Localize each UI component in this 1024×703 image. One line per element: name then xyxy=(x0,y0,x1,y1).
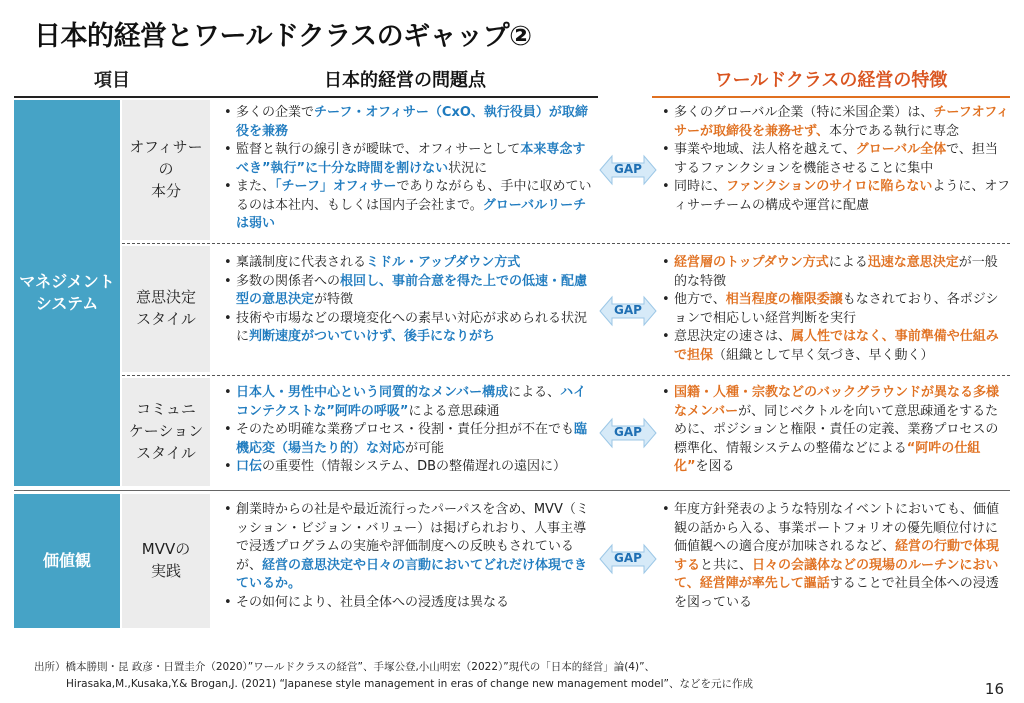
gap-arrow-officer xyxy=(598,150,658,190)
cell-mvv-japan xyxy=(222,501,598,612)
bullet-item xyxy=(660,141,1010,178)
highlight-text: 日々の会議体などの現場のルーチンにおいて、経営陣が率先して謳話 xyxy=(674,557,999,591)
cell-officer-japan xyxy=(222,104,598,234)
highlight-text: ファンクションのサイロに陥らない xyxy=(726,179,933,194)
bullet-text: が、同じベクトルを向いて意思疎通をするために、ポジションと権限・責任の定義、業務プロセスの標準化、情報システムの整備などによる xyxy=(674,403,999,456)
bullet-text: を図る xyxy=(695,459,735,474)
bullet-item xyxy=(222,458,598,477)
highlight-text: 国籍・人種・宗教などのバックグラウンドが異なる多様なメンバー xyxy=(674,385,1000,419)
highlight-text: 経営の行動で体現する xyxy=(674,539,1000,573)
source-citation: 出所）橋本勝則・昆 政彦・日置圭介（2020）”ワールドクラスの経営”、手塚公登,小山明宏（2022）”現代の「日本的経営」論(4)”、 Hirasaka,M.,Kusaka,Y.& Brogan,J. (2021) “Japanese style management in eras of change new management model”、などを元に作成 xyxy=(34,661,753,690)
bullet-text: 意思決定の速さは、 xyxy=(674,329,792,344)
bullet-text: 監督と執行の線引きが曖昧で、オフィサーとして xyxy=(236,142,521,157)
highlight-text: ハイコンテクストな”阿吽の呼吸” xyxy=(236,385,587,419)
bullet-text: が可能 xyxy=(405,440,445,456)
bullet-text: 他方で、 xyxy=(674,292,726,307)
row-divider xyxy=(122,375,1010,376)
bullet-text: の重要性（情報システム、DBの整備遅れの遠因に） xyxy=(262,459,567,474)
bullet-item xyxy=(660,178,1010,215)
bullet-item xyxy=(222,310,598,347)
bullet-text: ように、オフィサーチームの構成や運営に配慮 xyxy=(674,179,1010,213)
gap-label: GAP xyxy=(614,162,642,176)
cell-officer-world xyxy=(660,104,1010,215)
highlight-text: “阿吽の仕組化” xyxy=(674,440,981,474)
category-management-system: マネジメント システム xyxy=(14,100,120,486)
bullet-item xyxy=(222,178,598,234)
highlight-text: グローバルリーチは弱い xyxy=(236,197,587,231)
highlight-text: 属人性ではなく、事前準備や仕組みで担保 xyxy=(674,329,999,363)
bullet-text: することで社員全体への浸透を図っている xyxy=(674,576,999,610)
highlight-text: 迅速な意思決定 xyxy=(867,255,959,270)
row-divider xyxy=(122,243,1010,244)
subcategory-officer: オフィサーの 本分 xyxy=(122,100,210,240)
bullet-item xyxy=(222,254,598,273)
bullet-text: 同時に、 xyxy=(674,179,727,194)
highlight-text: ミドル・アップダウン方式 xyxy=(366,255,521,270)
header-world: ワールドクラスの経営の特徴 xyxy=(714,70,948,91)
bullet-text: 事業や地域、法人格を越えて、 xyxy=(674,142,856,157)
bullet-text: （組織として早く気づき、早く動く） xyxy=(713,347,934,363)
bullet-text: 稟議制度に代表される xyxy=(236,255,367,270)
cell-communication-world xyxy=(660,384,1010,477)
gap-label: GAP xyxy=(614,551,642,565)
highlight-text: 口伝 xyxy=(236,459,263,474)
bullet-text: 本分である執行に専念 xyxy=(828,123,959,139)
page-title: 日本的経営とワールドクラスのギャップ② xyxy=(34,21,532,52)
section-divider xyxy=(14,490,1010,491)
bullet-text: そのため明確な業務プロセス・役割・責任分担が不在でも xyxy=(236,422,575,437)
bullet-item xyxy=(222,501,598,594)
bullet-text: また、 xyxy=(236,179,276,194)
bullet-item xyxy=(222,594,598,613)
bullet-text: による xyxy=(828,255,868,270)
bullet-item xyxy=(660,328,1010,365)
bullet-item xyxy=(222,421,598,458)
subcategory-communication: コミュニ ケーション スタイル xyxy=(122,378,210,486)
bullet-text: が一般的な特徴 xyxy=(674,255,998,289)
category-values: 価値観 xyxy=(14,494,120,628)
bullet-text: 多くのグローバル企業（特に米国企業）は、 xyxy=(674,105,934,120)
highlight-text: 経営層のトップダウン方式 xyxy=(674,255,829,270)
bullet-item xyxy=(222,104,598,141)
bullet-text: 状況に xyxy=(448,160,488,176)
bullet-text: でありながらも、手中に収めているのは本社内、もしくは国内子会社まで。 xyxy=(236,179,592,213)
header-japan: 日本的経営の問題点 xyxy=(324,70,486,91)
gap-label: GAP xyxy=(614,303,642,317)
bullet-item xyxy=(660,384,1010,477)
bullet-text: と共に、 xyxy=(700,557,753,573)
cell-decision-japan xyxy=(222,254,598,347)
highlight-text: チーフ・オフィサー（CxO、執行役員）が取締役を兼務 xyxy=(236,105,588,139)
bullet-text: 多くの企業で xyxy=(236,105,315,120)
cell-communication-japan xyxy=(222,384,598,477)
bullet-item xyxy=(660,291,1010,328)
highlight-text: 本来専念すべき”執行”に十分な時間を割けない xyxy=(236,142,586,176)
gap-arrow-mvv xyxy=(598,539,658,579)
highlight-text: 経営の意思決定や日々の言動においてどれだけ体現できているか。 xyxy=(236,557,588,591)
bullet-text: が特徴 xyxy=(314,292,354,307)
bullet-item xyxy=(660,104,1010,141)
bullet-text: 多数の関係者への xyxy=(236,273,341,289)
cell-mvv-world xyxy=(660,501,1010,612)
highlight-text: チーフオフィサーが取締役を兼務せず、 xyxy=(674,105,1010,139)
bullet-item xyxy=(222,141,598,178)
highlight-text: 「チーフ」オフィサー xyxy=(275,179,397,194)
bullet-text: 技術や市場などの環境変化への素早い対応が求められる状況に xyxy=(236,310,588,344)
subcategory-mvv: MVVの 実践 xyxy=(122,494,210,628)
highlight-text: グローバル全体 xyxy=(855,142,947,157)
bullet-text: による、 xyxy=(508,385,561,400)
bullet-text: 創業時からの社是や最近流行ったパーパスを含め、MVV（ミッション・ビジョン・バリュー）は掲げられおり、人事主導で浸透プログラムの実施や評価制度への反映もされているが、 xyxy=(236,502,589,573)
subcategory-decision: 意思決定 スタイル xyxy=(122,246,210,372)
highlight-text: 相当程度の権限委譲 xyxy=(725,292,843,307)
bullet-item xyxy=(660,254,1010,291)
highlight-text: 臨機応変（場当たり的）な対応 xyxy=(236,422,588,456)
gap-arrow-decision xyxy=(598,291,658,331)
bullet-text: 年度方針発表のような特別なイベントにおいても、価値観の話から入る、事業ポートフォリオの優先順位付けに価値観への適合度が加味されるなど、 xyxy=(674,502,1000,554)
page-number: 16 xyxy=(984,680,1004,698)
header-underline-world xyxy=(652,96,1010,98)
bullet-text: で、担当するファンクションを機能させることに集中 xyxy=(674,142,998,176)
header-item: 項目 xyxy=(94,70,130,91)
bullet-item xyxy=(222,273,598,310)
highlight-text: 判断速度がついていけず、後手になりがち xyxy=(249,329,495,344)
bullet-text: による意思疎通 xyxy=(408,403,500,419)
header-underline xyxy=(14,96,598,98)
gap-label: GAP xyxy=(614,425,642,439)
highlight-text: 根回し、事前合意を得た上での低速・配慮型の意思決定 xyxy=(236,273,588,307)
bullet-text: もなされており、各ポジションで相応しい経営判断を実行 xyxy=(674,292,999,326)
bullet-item xyxy=(222,384,598,421)
bullet-item xyxy=(660,501,1010,612)
gap-arrow-communication xyxy=(598,413,658,453)
bullet-text: その如何により、社員全体への浸透度は異なる xyxy=(236,594,510,610)
highlight-text: 日本人・男性中心という同質的なメンバー構成 xyxy=(236,385,509,400)
cell-decision-world xyxy=(660,254,1010,365)
